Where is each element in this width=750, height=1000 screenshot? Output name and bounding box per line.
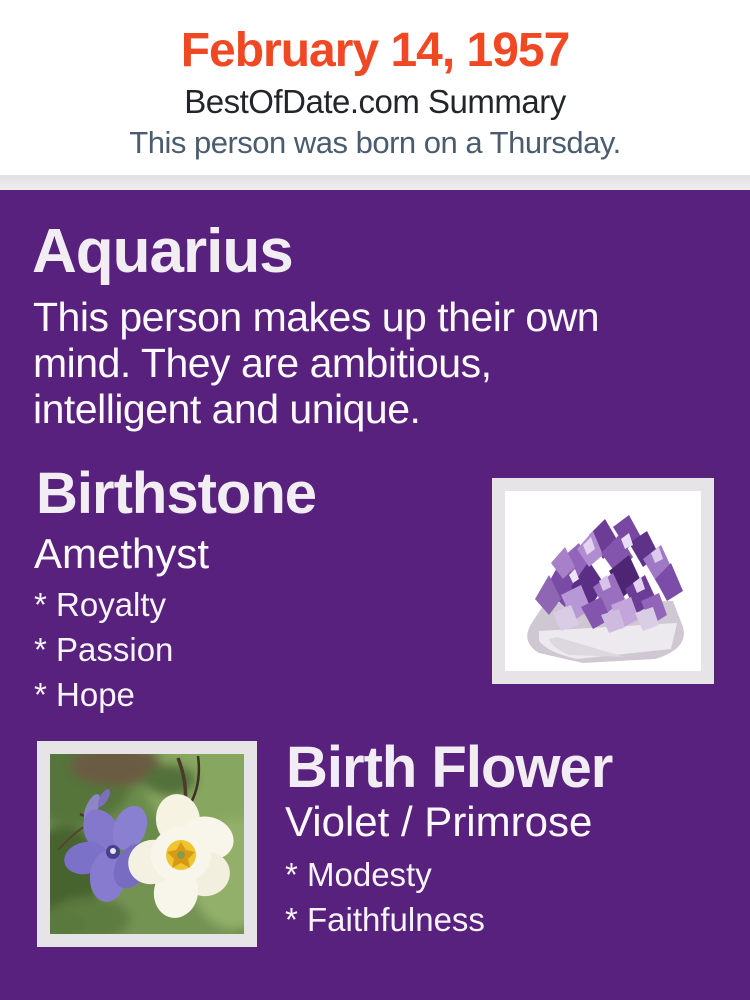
site-summary-title: BestOfDate.com Summary [184, 83, 566, 120]
birthstone-trait: * Royalty [34, 586, 167, 623]
header [0, 0, 750, 175]
born-day-line: This person was born on a Thursday. [129, 125, 621, 160]
divider-band [0, 175, 750, 190]
zodiac-name: Aquarius [32, 217, 293, 286]
amethyst-image [505, 491, 701, 671]
birth-flower-name: Violet / Primrose [285, 798, 593, 845]
birth-flower-trait: * Faithfulness [285, 901, 485, 938]
birth-flower-image [50, 754, 244, 934]
zodiac-description-line: This person makes up their own [33, 294, 600, 340]
amethyst-crystal-illustration [505, 491, 701, 671]
birthstone-trait: * Hope [34, 676, 135, 713]
date-title: February 14, 1957 [180, 24, 570, 77]
violet-primrose-illustration [50, 754, 244, 934]
birthstone-heading: Birthstone [36, 461, 316, 526]
purple-panel [0, 190, 750, 1000]
zodiac-description-line: intelligent and unique. [33, 386, 421, 432]
birth-flower-photo [37, 741, 257, 947]
birthstone-name: Amethyst [34, 530, 210, 577]
zodiac-description-line: mind. They are ambitious, [33, 340, 492, 386]
birth-flower-trait: * Modesty [285, 856, 432, 893]
amethyst-photo [492, 478, 714, 684]
zodiac-description [33, 294, 599, 432]
birth-flower-heading: Birth Flower [286, 735, 613, 800]
birthstone-trait: * Passion [34, 631, 174, 668]
